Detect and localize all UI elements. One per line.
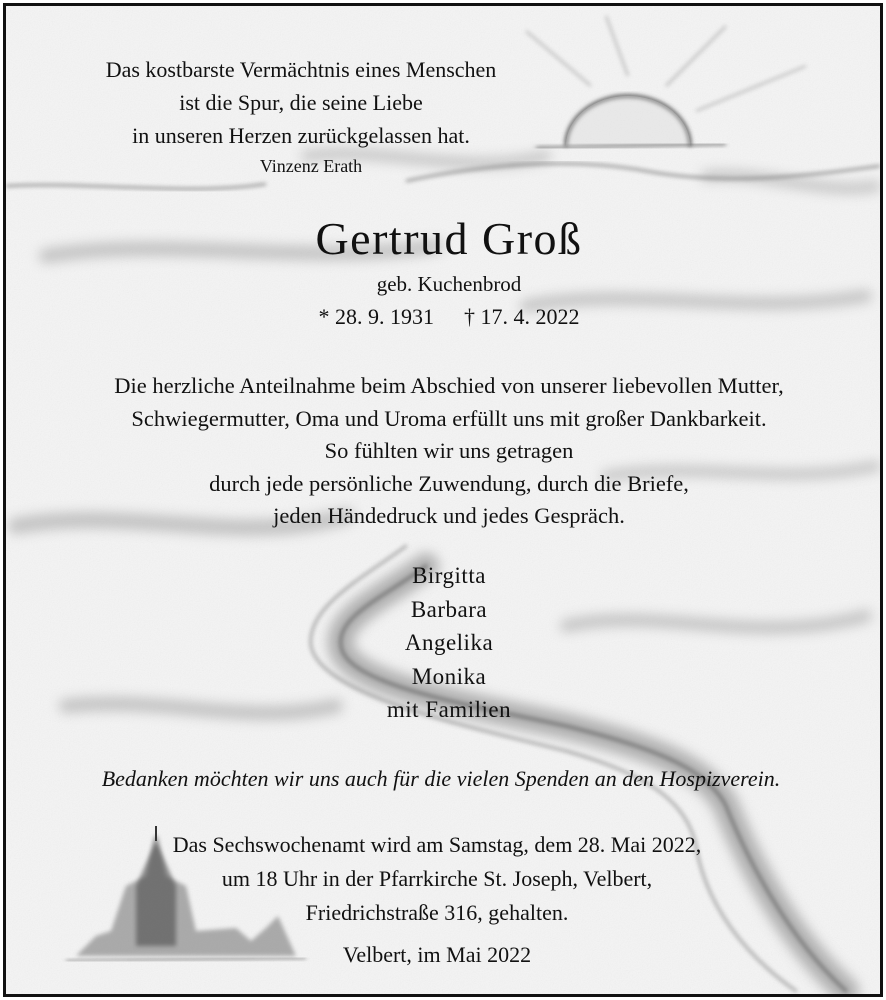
motto-quote [3,53,738,152]
thanks-line: So fühlten wir uns getragen [324,438,574,463]
motto-line: Das kostbarste Vermächtnis eines Menschen [105,57,497,82]
motto-line: ist die Spur, die seine Liebe [179,90,423,115]
thanks-paragraph [12,370,883,533]
place-date: Velbert, im Mai 2022 [342,942,532,967]
signer-name: Monika [411,663,487,689]
thanks-line: Die herzliche Anteilnahme beim Abschied von unserer liebevollen Mutter, [114,373,784,398]
thanks-line: durch jede persönliche Zuwendung, durch die Briefe, [209,470,689,496]
signer-name: Angelika [404,630,494,655]
birth-date: * 28. 9. 1931 [318,304,434,329]
birth-name: geb. Kuchenbrod [376,272,522,296]
motto-line: in unseren Herzen zurückgelassen hat. [132,123,470,148]
donation-note: Bedanken möchten wir uns auch für die vielen Spenden an den Hospizverein. [101,766,781,791]
obituary-card [3,3,883,997]
service-line: Friedrichstraße 316, gehalten. [305,900,569,925]
signer-name: mit Familien [386,697,512,722]
signers-list [12,559,883,727]
thanks-line: jeden Händedruck und jedes Gespräch. [273,503,625,528]
thanks-line: Schwiegermutter, Oma und Uroma erfüllt uns mit großer Dankbarkeit. [131,405,767,431]
signer-name: Barbara [410,596,488,622]
service-line: um 18 Uhr in der Pfarrkirche St. Joseph, Velbert, [221,866,653,891]
death-date: † 17. 4. 2022 [464,304,580,329]
service-line: Das Sechswochenamt wird am Samstag, dem 28. Mai 2022, [172,832,702,857]
signer-name: Birgitta [412,563,486,588]
life-dates [12,306,883,328]
deceased-name: Gertrud Groß [315,213,583,264]
service-info [104,828,770,930]
motto-author: Vinzenz Erath [259,156,363,176]
